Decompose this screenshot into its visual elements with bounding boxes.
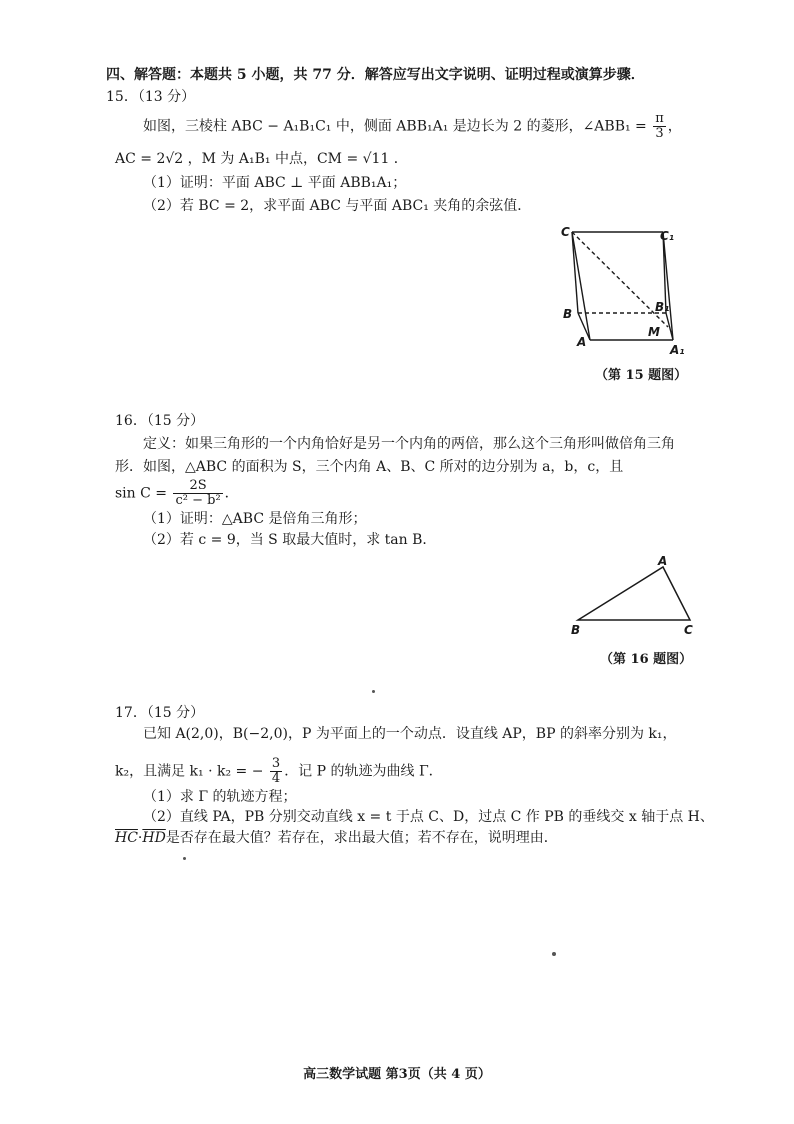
q17-line2: [115, 757, 443, 786]
label-tri-B: B: [571, 623, 581, 637]
q17-fraction: [270, 757, 282, 786]
q17-line1: 已知 A(2,0)，B(−2,0)，P 为平面上的一个动点．设直线 AP，BP 的斜率分别为 k₁，: [143, 726, 677, 742]
q16-frac-den: c² − b²: [175, 493, 221, 508]
q15-part2: （2）若 BC = 2，求平面 ABC 与平面 ABC₁ 夹角的余弦值．: [143, 198, 532, 214]
q17-frac-den: 4: [271, 771, 281, 786]
page-footer: 高三数学试题 第3页（共 4 页）: [303, 1067, 491, 1082]
vector-dot: ·: [137, 830, 143, 846]
label-B: B: [563, 307, 573, 321]
vector-HC: $\overline{HC}$: [115, 830, 138, 846]
label-tri-A: A: [658, 554, 668, 568]
q17-part2-cont: [115, 829, 558, 847]
q16-caption: （第 16 题图）: [600, 652, 693, 667]
scan-speck-3: [552, 952, 556, 956]
label-C: C: [561, 225, 570, 239]
q16-sin-end: ．: [224, 485, 239, 502]
q17-number: 17．（15 分）: [115, 705, 205, 721]
q15-part1: （1）证明：平面 ABC ⊥ 平面 ABB₁A₁；: [143, 175, 407, 191]
label-B1: B₁: [655, 300, 670, 314]
label-A1: A₁: [670, 343, 685, 357]
q17-part2-end: 是否存在最大值？若存在，求出最大值；若不存在，说明理由．: [165, 830, 558, 846]
triangle-ABC: [578, 567, 690, 620]
q16-line2: 形．如图，△ABC 的面积为 S，三个内角 A、B、C 所对的边分别为 a，b，c，且: [115, 459, 624, 475]
q16-part2: （2）若 c = 9，当 S 取最大值时，求 tan B．: [143, 532, 437, 548]
q15-line1-text: 如图，三棱柱 ABC − A₁B₁C₁ 中，侧面 ABB₁A₁ 是边长为 2 的菱形，∠ABB₁ =: [143, 118, 647, 135]
q17-frac-num: 3: [271, 756, 281, 771]
scan-speck: [372, 690, 375, 693]
label-C1: C₁: [660, 229, 675, 243]
q17-line2-end: ．记 P 的轨迹为曲线 Γ．: [284, 763, 443, 780]
q16-line1: 定义：如果三角形的一个内角恰好是另一个内角的两倍，那么这个三角形叫做倍角三角: [143, 436, 675, 452]
q15-line1-end: ，: [667, 118, 682, 135]
q15-angle-den: 3: [655, 126, 664, 141]
label-A: A: [577, 335, 587, 349]
q15-line2: AC = 2√2 ，M 为 A₁B₁ 中点，CM = √11 ．: [115, 151, 408, 167]
q15-caption: （第 15 题图）: [595, 368, 688, 383]
section-heading: 四、解答题：本题共 5 小题，共 77 分．解答应写出文字说明、证明过程或演算步骤．: [106, 67, 645, 83]
label-tri-C: C: [684, 623, 693, 637]
q17-part2: （2）直线 PA，PB 分别交动直线 x = t 于点 C、D，过点 C 作 PB 的垂线交 x 轴于点 H、: [143, 809, 714, 825]
q16-number: 16．（15 分）: [115, 413, 205, 429]
q16-sin-lhs: sin C =: [115, 485, 168, 502]
q16-frac-num: 2S: [173, 479, 222, 494]
q16-part1: （1）证明：△ABC 是倍角三角形；: [143, 511, 367, 527]
q15-number: 15．（13 分）: [106, 89, 196, 105]
scan-speck-2: [183, 857, 186, 860]
vector-HD: $\overline{HD}$: [142, 830, 166, 846]
label-M: M: [648, 325, 660, 339]
q17-line2-start: k₂，且满足 k₁ · k₂ = −: [115, 763, 264, 780]
q15-angle-num: π: [655, 111, 664, 126]
q17-part1: （1）求 Γ 的轨迹方程；: [143, 789, 297, 805]
